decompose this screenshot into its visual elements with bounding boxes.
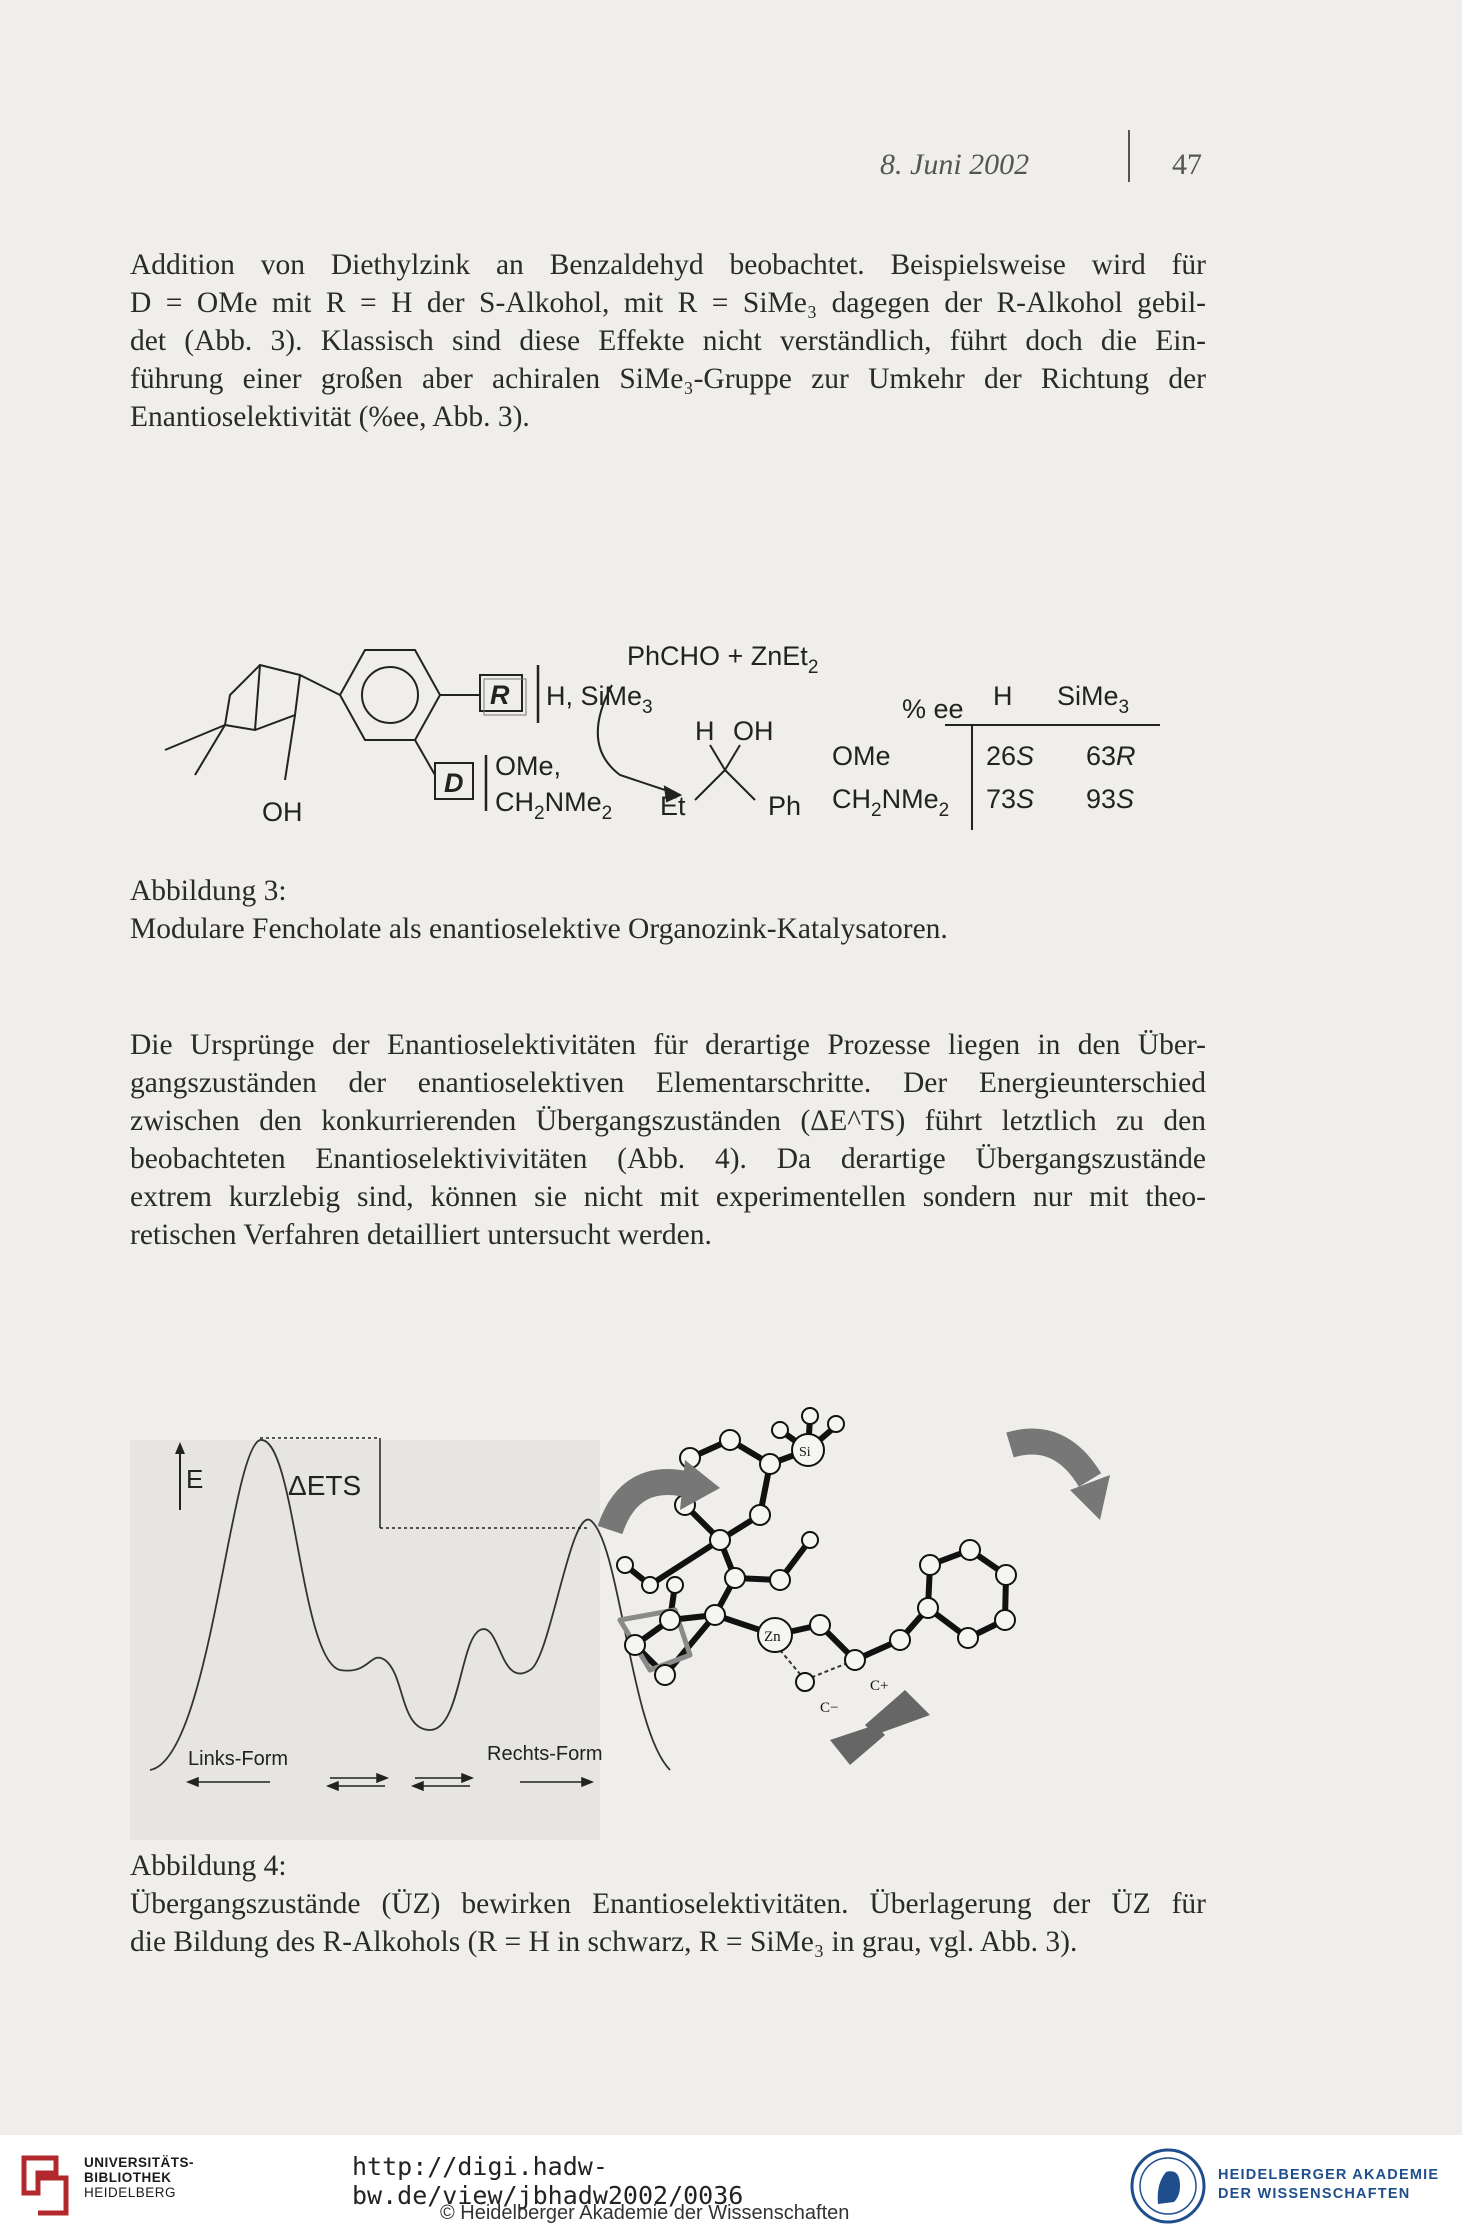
figure-4-caption (130, 1847, 1206, 1961)
ub-line-3: HEIDELBERG (84, 2185, 177, 2200)
benzene-ring (340, 650, 440, 740)
figure-3-caption-text: Modulare Fencholate als enantioselektive Organozink-Katalysatoren. (130, 913, 948, 945)
page-number: 47 (1172, 148, 1202, 181)
paragraph-2-line: Die Ursprünge der Enantioselektivitäten für derartige Prozesse liegen in den Über- (130, 1029, 1206, 1061)
table-col-header-sime3: SiMe$_3$ (1057, 681, 1130, 718)
university-library-logo (16, 2148, 78, 2228)
table-corner-label: % ee (902, 694, 964, 724)
delta-ets-label: ΔETS (288, 1470, 362, 1501)
scan-shadow-panel (130, 1440, 600, 1840)
academy-line-2: DER WISSENSCHAFTEN (1218, 2186, 1411, 2202)
paragraph-1-line: det (Abb. 3). Klassisch sind diese Effekte nicht verständlich, führt doch die Ein- (130, 325, 1206, 357)
figure-4 (130, 1370, 1220, 1845)
d-label: D (444, 768, 464, 798)
paragraph-1-line: Enantioselektivität (%ee, Abb. 3). (130, 401, 530, 433)
zinc-label: Zn (764, 1629, 781, 1645)
r-options: H, SiMe$_3$ (546, 681, 653, 718)
figure-4-caption-line-2: die Bildung des R-Alkohols (R = H in schwarz, R = SiMe₃ in grau, vgl. Abb. 3). (130, 1926, 1078, 1958)
running-head-date: 8. Juni 2002 (880, 148, 1030, 181)
fenchane-ring (225, 665, 300, 730)
paragraph-2-line: gangszuständen der enantioselektiven Elementarschritte. Der Energieunterschied (130, 1067, 1206, 1099)
product-et-label: Et (660, 791, 686, 821)
hydroxyl-label: OH (262, 797, 303, 827)
ub-line-2: BIBLIOTHEK (84, 2170, 172, 2185)
figure-4-caption-line-1: Übergangszustände (ÜZ) bewirken Enantioselektivitäten. Überlagerung der ÜZ für (130, 1888, 1206, 1920)
ub-line-1: UNIVERSITÄTS- (84, 2155, 195, 2170)
table-cell: 73S (986, 784, 1035, 814)
paragraph-2-line: beobachteten Enantioselektivivitäten (Abb. 4). Da derartige Übergangszustände (130, 1143, 1206, 1175)
table-cell: 93S (1086, 784, 1135, 814)
r-label: R (490, 680, 510, 710)
d-option-ome: OMe, (495, 751, 562, 781)
energy-axis-label: E (186, 1464, 204, 1494)
figure-3-caption-label: Abbildung 3: (130, 875, 287, 907)
header-divider (1128, 130, 1130, 182)
product-ph-label: Ph (768, 791, 802, 821)
figure-3-drawing (150, 615, 1190, 855)
table-row-label-ome: OMe (832, 741, 891, 771)
academy-name (1218, 2166, 1439, 2204)
figure-3-scheme (150, 615, 1190, 860)
table-row-label-ch2nme2: $CH_2NMe_2$ (832, 784, 950, 821)
permalink[interactable]: http://digi.hadw-bw.de/view/jbhadw2002/0036 (352, 2152, 744, 2210)
table-col-header-h: H (993, 681, 1013, 711)
product-oh-label: OH (733, 716, 774, 746)
reagents-label: PhCHO + ZnEt$_2$ (627, 641, 819, 678)
left-form-label: Links-Form (188, 1748, 289, 1770)
paragraph-2-line: extrem kurzlebig sind, können sie nicht mit experimentellen sondern nur mit theo- (130, 1181, 1206, 1213)
university-library-name (84, 2155, 194, 2200)
paragraph-1 (130, 246, 1206, 436)
approach-arrow-left (830, 1725, 885, 1765)
paragraph-2-line: retischen Verfahren detailliert untersucht werden. (130, 1219, 712, 1251)
table-cell: 63R (1086, 741, 1136, 771)
paragraph-2-line: zwischen den konkurrierenden Übergangszuständen (ΔE^TS) führt letztlich zu den (130, 1105, 1206, 1137)
copyright-notice: © Heidelberger Akademie der Wissenschaften (440, 2202, 850, 2224)
right-curved-arrow (1010, 1442, 1090, 1480)
table-cell: 26S (986, 741, 1035, 771)
paragraph-1-line: führung einer großen aber achiralen SiMe₃-Gruppe zur Umkehr der Richtung der (130, 363, 1206, 395)
c-plus-label: C+ (870, 1678, 889, 1694)
paragraph-1-line: Addition von Diethylzink an Benzaldehyd beobachtet. Beispielsweise wird für (130, 249, 1206, 281)
product-h-label: H (695, 716, 715, 746)
right-form-label: Rechts-Form (487, 1743, 603, 1765)
figure-3-caption (130, 872, 1206, 948)
figure-4-drawing (130, 1370, 1220, 1840)
academy-line-1: HEIDELBERGER AKADEMIE (1218, 2167, 1440, 2183)
paragraph-1-line: D = OMe mit R = H der S-Alkohol, mit R = SiMe₃ dagegen der R-Alkohol gebil- (130, 287, 1206, 319)
figure-4-caption-label: Abbildung 4: (130, 1850, 287, 1882)
d-option-ch2nme2: $CH_2NMe_2$ (495, 787, 613, 824)
c-minus-label: C− (820, 1700, 839, 1716)
silicon-label: Si (799, 1445, 811, 1460)
aromatic-circle (362, 667, 418, 723)
academy-seal-icon (1128, 2146, 1208, 2226)
paragraph-2 (130, 1026, 1206, 1254)
